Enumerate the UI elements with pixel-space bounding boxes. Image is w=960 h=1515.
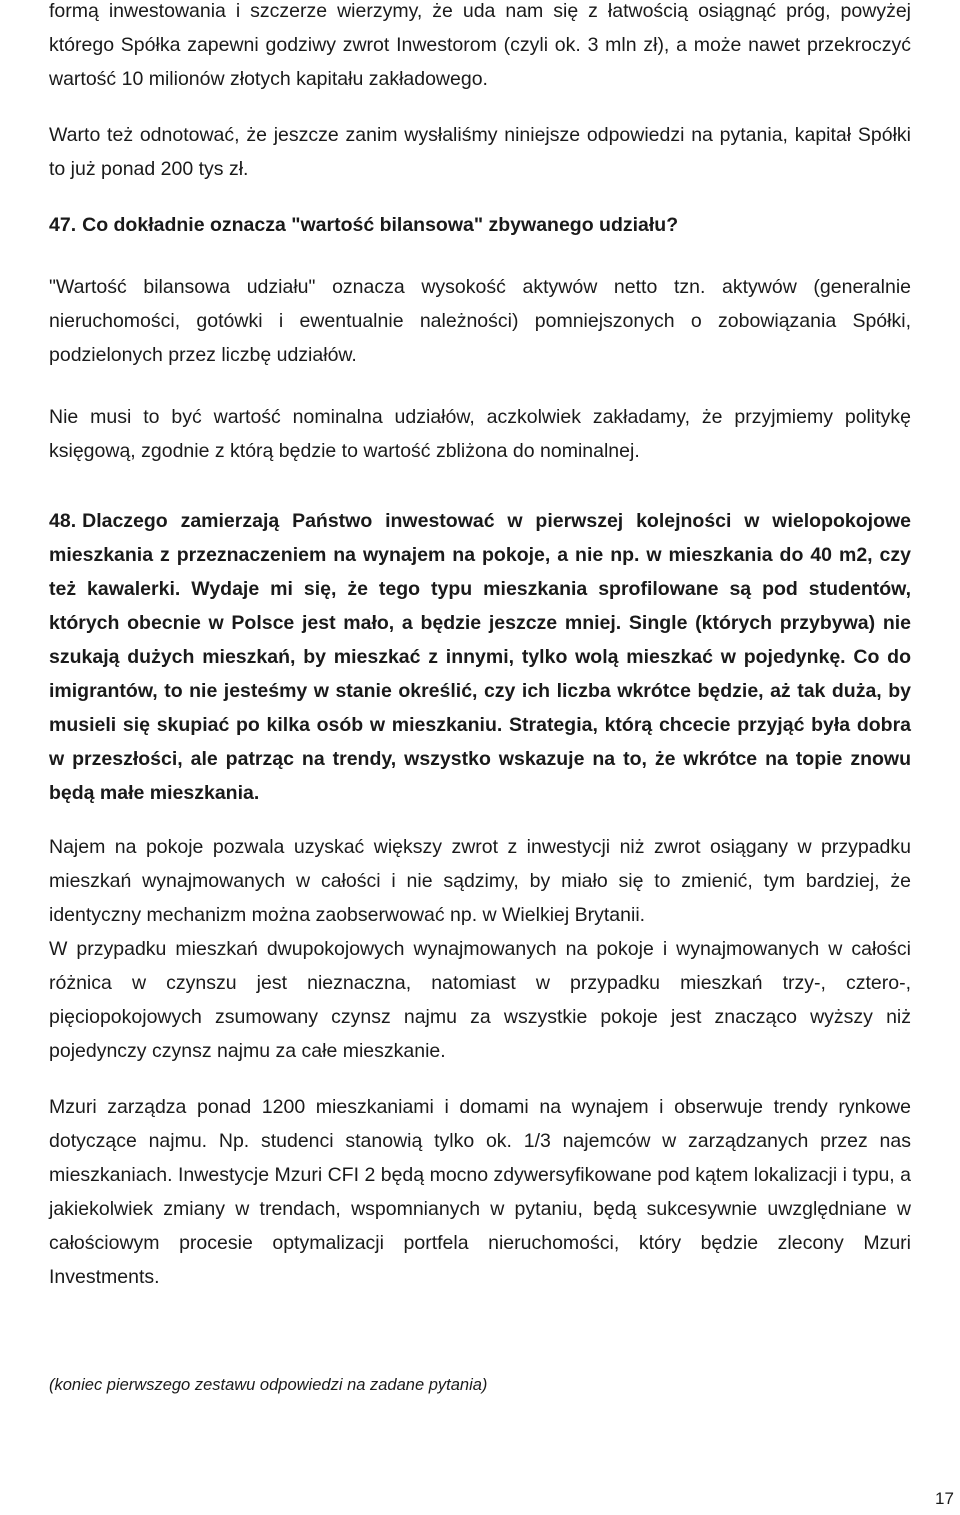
answer-48-paragraph-1: Najem na pokoje pozwala uzyskać większy zwrot z inwestycji niż zwrot osiągany w przypadku mieszkań wynajmowanych w całości i nie sądzimy, by miało się to zmienić, tym bardziej, że identyczny mechanizm można zaobserwować np. w Wielkiej Brytanii. <box>49 836 911 926</box>
question-48-text: Dlaczego zamierzają Państwo inwestować w pierwszej kolejności w wielopokojowe mieszkania z przeznaczeniem na wynajem na pokoje, a nie np. w mieszkania do 40 m2, czy też kawalerki. Wydaje mi się, że tego typu mieszkania sprofilowane są pod studentów, których obecnie w Polsce jest mało, a będzie jeszcze mniej. Single (których przybywa) nie szukają dużych mieszkań, by mieszkać z innymi, tylko wolą mieszkać w pojedynkę. Co do imigrantów, to nie jesteśmy w stanie określić, czy ich liczba wkrótce będzie, aż tak duża, by musieli się skupiać po kilka osób w mieszkaniu. Strategia, którą chcecie przyjąć była dobra w przeszłości, ale patrząc na trendy, wszystko wskazuje na to, że wkrótce na topie znowu będą małe mieszkania. <box>49 510 911 804</box>
question-47-number: 47. <box>49 214 77 236</box>
question-47-text: Co dokładnie oznacza "wartość bilansowa" zbywanego udziału? <box>82 214 679 236</box>
footer-note: (koniec pierwszego zestawu odpowiedzi na zadane pytania) <box>49 1376 488 1394</box>
page-number: 17 <box>935 1489 954 1508</box>
question-48 <box>49 504 911 810</box>
answer-48-paragraph-2: Mzuri zarządza ponad 1200 mieszkaniami i domami na wynajem i obserwuje trendy rynkowe dotyczące najmu. Np. studenci stanowią tylko ok. 1/3 najemców w zarządzanych przez nas mieszkaniach. Inwestycje Mzuri CFI 2 będą mocno zdywersyfikowane pod kątem lokalizacji i typu, a jakiekolwiek zmiany w trendach, wspomnianych w pytaniu, będą sukcesywnie uwzględniane w całościowym procesie optymalizacji portfela nieruchomości, który będzie zlecony Mzuri Investments. <box>49 1096 911 1288</box>
paragraph-capital-goal: formą inwestowania i szczerze wierzymy, że uda nam się z łatwością osiągnąć próg, powyżej którego Spółka zapewni godziwy zwrot Inwestorom (czyli ok. 3 mln zł), a może nawet przekroczyć wartość 10 milionów złotych kapitału zakładowego. <box>49 0 911 90</box>
question-48-number: 48. <box>49 510 77 532</box>
answer-48-block-1 <box>49 830 911 1068</box>
answer-47-paragraph-1: "Wartość bilansowa udziału" oznacza wysokość aktywów netto tzn. aktywów (generalnie nieruchomości, gotówki i ewentualnie należności) pomniejszonych o zobowiązania Spółki, podzielonych przez liczbę udziałów. <box>49 276 911 366</box>
answer-47-paragraph-2: Nie musi to być wartość nominalna udziałów, aczkolwiek zakładamy, że przyjmiemy politykę księgową, zgodnie z którą będzie to wartość zbliżona do nominalnej. <box>49 406 911 462</box>
question-47 <box>49 208 911 242</box>
answer-48-paragraph-1b: W przypadku mieszkań dwupokojowych wynajmowanych na pokoje i wynajmowanych w całości różnica w czynszu jest nieznaczna, natomiast w przypadku mieszkań trzy-, cztero-, pięciopokojowych zsumowany czynsz najmu za wszystkie pokoje jest znacząco wyższy niż pojedynczy czynsz najmu za całe mieszkanie. <box>49 938 911 1062</box>
paragraph-capital-current: Warto też odnotować, że jeszcze zanim wysłaliśmy niniejsze odpowiedzi na pytania, kapitał Spółki to już ponad 200 tys zł. <box>49 124 911 180</box>
